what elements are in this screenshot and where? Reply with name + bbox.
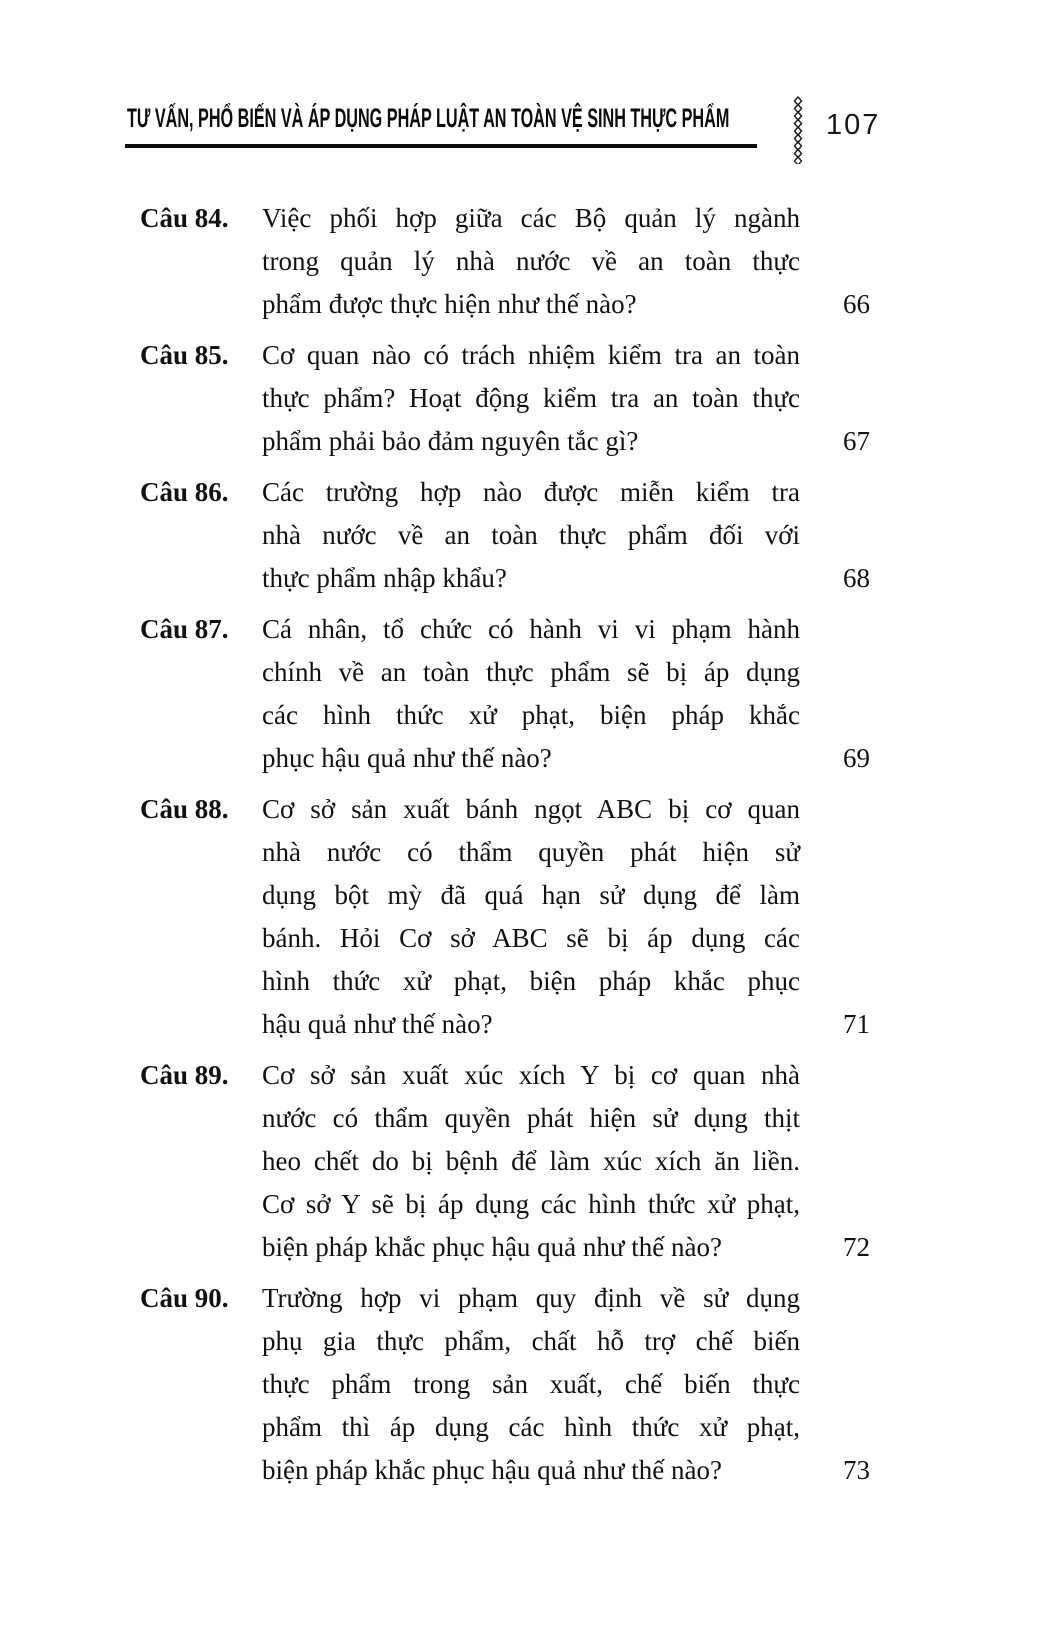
- toc-entry-line: bánh. Hỏi Cơ sở ABC sẽ bị áp dụng các: [262, 923, 800, 953]
- header-page-number: 107: [826, 109, 881, 141]
- toc-entry-line: Các trường hợp nào được miễn kiểm tra: [262, 477, 800, 507]
- toc-entry-page-number: 71: [843, 1009, 870, 1039]
- toc-entry-text: [262, 197, 800, 326]
- toc-entry-line: Cơ sở sản xuất bánh ngọt ABC bị cơ quan: [262, 794, 800, 824]
- toc-entry-page-number: 73: [843, 1455, 870, 1485]
- toc-entry-line: thực phẩm? Hoạt động kiểm tra an toàn thực: [262, 383, 800, 413]
- toc-entry-line: thực phẩm trong sản xuất, chế biến thực: [262, 1369, 800, 1399]
- toc-entry-line: nhà nước về an toàn thực phẩm đối với: [262, 520, 800, 550]
- toc-entry-line: biện pháp khắc phục hậu quả như thế nào?: [262, 1232, 722, 1262]
- toc-entry-line: các hình thức xử phạt, biện pháp khắc: [262, 700, 800, 730]
- toc-entry: [140, 197, 870, 326]
- toc-entry: [140, 334, 870, 463]
- toc-entry-line: nước có thẩm quyền phát hiện sử dụng thịt: [262, 1103, 800, 1133]
- toc-entry-text: [262, 788, 800, 1046]
- toc-entry-line: phẩm thì áp dụng các hình thức xử phạt,: [262, 1412, 800, 1442]
- toc-entry: [140, 1277, 870, 1492]
- running-header-title: TƯ VẤN, PHỔ BIẾN VÀ ÁP DỤNG PHÁP LUẬT AN TOÀN VỆ SINH THỰC PHẨM: [127, 103, 730, 133]
- table-of-contents: [140, 197, 870, 1500]
- toc-entry-line: Cơ quan nào có trách nhiệm kiểm tra an toàn: [262, 340, 800, 370]
- toc-entry-line: trong quản lý nhà nước về an toàn thực: [262, 246, 800, 276]
- toc-entry-line: Cá nhân, tổ chức có hành vi vi phạm hành: [262, 614, 800, 644]
- toc-entry-label: Câu 88.: [140, 794, 229, 824]
- toc-entry-line: phẩm phải bảo đảm nguyên tắc gì?: [262, 426, 639, 456]
- toc-entry-line: thực phẩm nhập khẩu?: [262, 563, 507, 593]
- toc-entry-line: Cơ sở Y sẽ bị áp dụng các hình thức xử phạt,: [262, 1189, 800, 1219]
- toc-entry-page-number: 69: [843, 743, 870, 773]
- toc-entry: [140, 471, 870, 600]
- toc-entry-line: phụ gia thực phẩm, chất hỗ trợ chế biến: [262, 1326, 800, 1356]
- toc-entry-line: Cơ sở sản xuất xúc xích Y bị cơ quan nhà: [262, 1060, 800, 1090]
- toc-entry-page-number: 68: [843, 563, 870, 593]
- toc-entry-page-number: 72: [843, 1232, 870, 1262]
- toc-entry: [140, 1054, 870, 1269]
- toc-entry-label: Câu 84.: [140, 203, 229, 233]
- toc-entry: [140, 608, 870, 780]
- toc-entry-label: Câu 89.: [140, 1060, 229, 1090]
- toc-entry-text: [262, 334, 800, 463]
- toc-entry: [140, 788, 870, 1046]
- toc-entry-line: phục hậu quả như thế nào?: [262, 743, 552, 773]
- toc-entry-text: [262, 1277, 800, 1492]
- toc-entry-line: heo chết do bị bệnh để làm xúc xích ăn liền.: [262, 1146, 800, 1176]
- toc-entry-line: nhà nước có thẩm quyền phát hiện sử: [262, 837, 800, 867]
- toc-entry-label: Câu 86.: [140, 477, 229, 507]
- toc-entry-line: phẩm được thực hiện như thế nào?: [262, 289, 637, 319]
- toc-entry-line: chính về an toàn thực phẩm sẽ bị áp dụng: [262, 657, 800, 687]
- toc-entry-line: Việc phối hợp giữa các Bộ quản lý ngành: [262, 203, 800, 233]
- toc-entry-label: Câu 87.: [140, 614, 229, 644]
- toc-entry-text: [262, 471, 800, 600]
- toc-entry-page-number: 67: [843, 426, 870, 456]
- toc-entry-line: biện pháp khắc phục hậu quả như thế nào?: [262, 1455, 722, 1485]
- toc-entry-line: Trường hợp vi phạm quy định về sử dụng: [262, 1283, 800, 1313]
- toc-entry-line: hậu quả như thế nào?: [262, 1009, 493, 1039]
- zigzag-divider-icon: [792, 96, 804, 164]
- toc-entry-line: dụng bột mỳ đã quá hạn sử dụng để làm: [262, 880, 800, 910]
- toc-entry-text: [262, 1054, 800, 1269]
- toc-entry-text: [262, 608, 800, 780]
- toc-entry-label: Câu 85.: [140, 340, 229, 370]
- toc-entry-page-number: 66: [843, 289, 870, 319]
- toc-entry-label: Câu 90.: [140, 1283, 229, 1313]
- toc-entry-line: hình thức xử phạt, biện pháp khắc phục: [262, 966, 800, 996]
- header-underline-rule: [125, 144, 757, 148]
